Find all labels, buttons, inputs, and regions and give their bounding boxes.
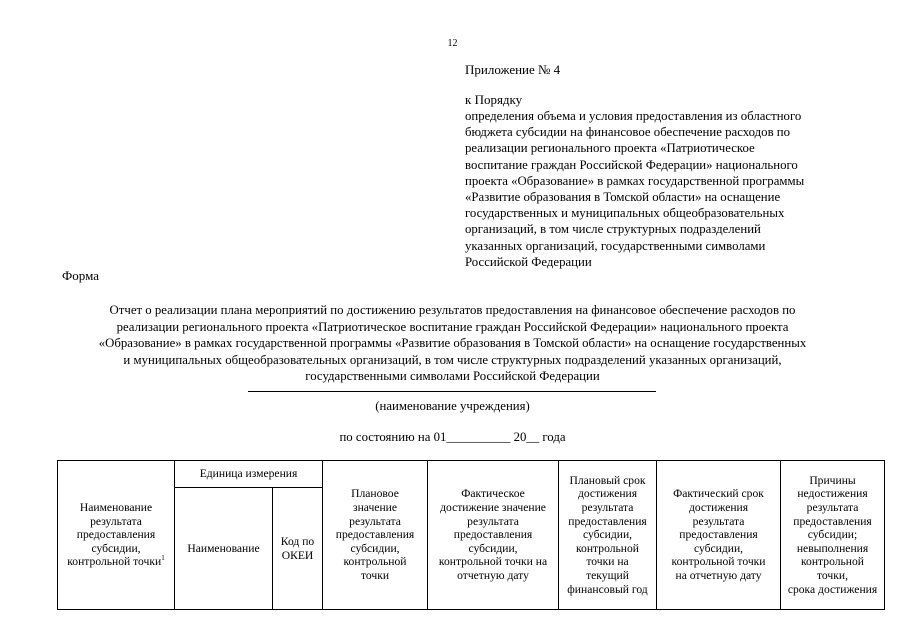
header-unit-group: Единица измерения [175, 461, 323, 488]
appendix-line: Российской Федерации [465, 254, 592, 269]
appendix-to: к Порядку [465, 92, 523, 107]
report-title [40, 302, 865, 385]
institution-name-line [248, 391, 656, 392]
header-planned-value: Плановое значение результата предоставления субсидии, контрольной точки [323, 461, 428, 610]
header-actual-deadline: Фактический срок достижения результата предоставления субсидии, контрольной точки на отчетную дату [657, 461, 781, 610]
header-reasons: Причины недостижения результата предоставления субсидии; невыполнения контрольной точки, срока достижения [781, 461, 885, 610]
header-unit-code: Код по ОКЕИ [273, 488, 323, 610]
appendix-line: бюджета субсидии на финансовое обеспечение расходов по [465, 125, 791, 140]
report-title-line: государственными символами Российской Федерации [305, 369, 600, 384]
header-unit-name: Наименование [175, 488, 273, 610]
report-table [57, 460, 885, 610]
header-actual-value: Фактическое достижение значение результата предоставления субсидии, контрольной точки на отчетную дату [428, 461, 559, 610]
page-number: 12 [447, 38, 458, 49]
header-result-name: Наименование результата предоставления субсидии, контрольной точки$^1$ [58, 461, 175, 610]
appendix-line: указанных организаций, государственными символами [465, 238, 766, 253]
appendix-line: организаций, в том числе структурных подразделений [465, 222, 761, 237]
appendix-line: государственных и муниципальных общеобразовательных [465, 206, 785, 221]
header-planned-deadline: Плановый срок достижения результата предоставления субсидии, контрольной точки на текущий финансовый год [559, 461, 657, 610]
form-label: Форма [62, 268, 99, 283]
appendix-line: определения объема и условия предоставления из областного [465, 109, 802, 123]
report-title-line: Отчет о реализации плана мероприятий по достижению результатов предоставления на финансовое обеспечение расходов по [109, 303, 796, 317]
as-of-date: по состоянию на 01__________ 20__ года [339, 430, 566, 444]
institution-caption: (наименование учреждения) [375, 399, 530, 413]
footnote-marker: 1 [161, 554, 165, 563]
report-title-line: «Образование» в рамках государственной программы «Развитие образования в Томской области» на оснащение государственных [98, 336, 807, 351]
appendix-line: реализации регионального проекта «Патриотическое [465, 141, 755, 156]
report-title-line: и муниципальных общеобразовательных организаций, в том числе структурных подразделений указанных организаций, [123, 352, 782, 367]
appendix-title: Приложение № 4 [465, 62, 561, 77]
appendix-line: «Развитие образования в Томской области» на оснащение [465, 190, 781, 205]
report-title-line: реализации регионального проекта «Патриотическое воспитание граждан Российской Федерации» национального проекта [116, 319, 789, 334]
appendix-body [465, 108, 855, 270]
appendix-line: воспитание граждан Российской Федерации» национального [465, 157, 798, 172]
appendix-line: проекта «Образование» в рамках государственной программы [465, 173, 805, 188]
